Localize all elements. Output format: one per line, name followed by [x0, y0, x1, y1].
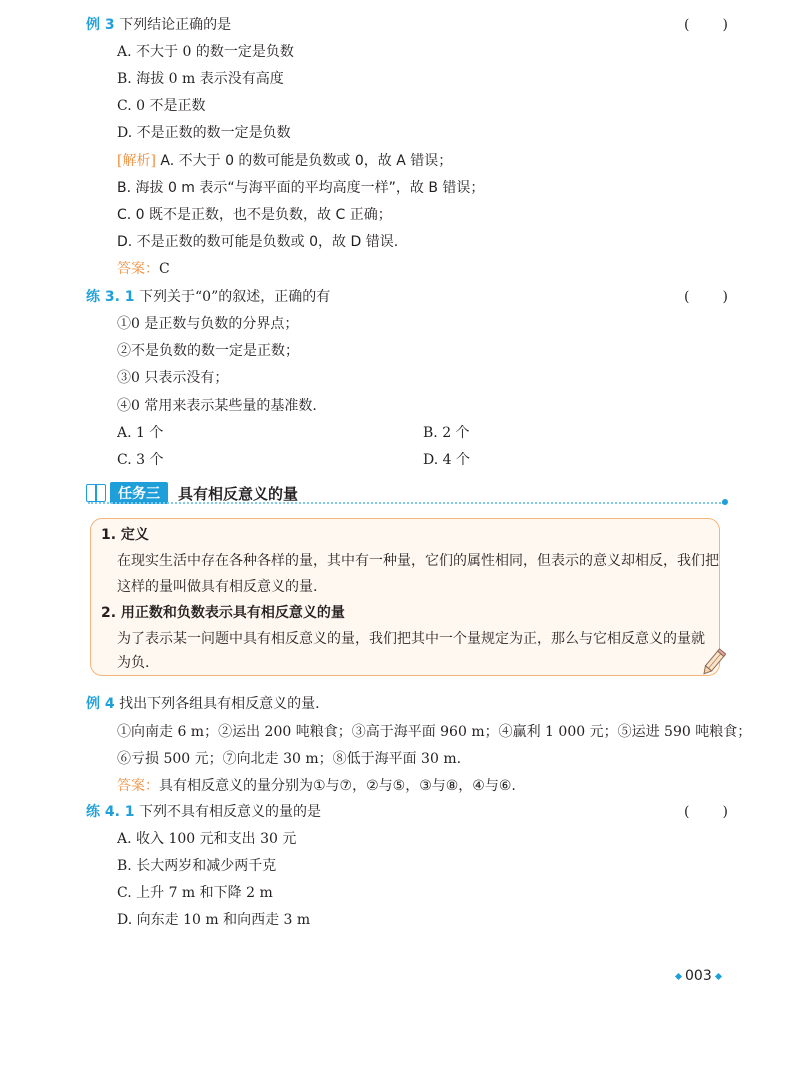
practice-4-1-option-b: B. 长大两岁和减少两千克 [117, 858, 277, 874]
section-title: 具有相反意义的量 [178, 484, 299, 503]
definition-paragraph-1-line-2: 这样的量叫做具有相反意义的量. [117, 579, 318, 595]
diamond-icon [675, 972, 682, 979]
section-header [86, 482, 298, 504]
example-3-label: 例 3 [86, 17, 115, 33]
practice-3-1-option-b: B. 2 个 [423, 425, 470, 441]
practice-3-1-item-4: ④0 常用来表示某些量的基准数. [117, 398, 317, 414]
practice-3-1-item-3: ③0 只表示没有； [117, 370, 229, 386]
analysis-tag: [解析] [117, 153, 156, 169]
example-3-analysis-line-3: C. 0 既不是正数，也不是负数，故 C 正确； [117, 207, 392, 223]
example-4-line-2: ⑥亏损 500 元；⑦向北走 30 m；⑧低于海平面 30 m. [117, 751, 462, 767]
example-3-option-c: C. 0 不是正数 [117, 98, 206, 114]
section-divider-dot [722, 499, 728, 505]
page-number-text: 003 [685, 968, 712, 984]
definition-heading-2: 2. 用正数和负数表示具有相反意义的量 [101, 605, 345, 621]
definition-paragraph-1-line-1: 在现实生活中存在各种各样的量，其中有一种量，它们的属性相同，但表示的意义却相反，我们把 [117, 553, 719, 569]
page-number [676, 968, 721, 984]
paren-right: ) [722, 804, 728, 820]
paren-left: ( [684, 17, 690, 33]
example-3-option-a: A. 不大于 0 的数一定是负数 [117, 44, 294, 60]
example-4-label: 例 4 [86, 696, 115, 712]
example-4-question [86, 694, 320, 714]
pencil-icon [700, 648, 726, 678]
section-label: 任务三 [110, 482, 168, 504]
practice-3-1-label: 练 3. 1 [86, 289, 135, 305]
example-3-analysis-line-1 [117, 151, 452, 171]
practice-4-1-question [86, 802, 321, 822]
answer-tag: 答案： [117, 261, 159, 277]
definition-heading-1: 1. 定义 [101, 527, 149, 543]
section-divider [88, 502, 724, 504]
example-4-stem: 找出下列各组具有相反意义的量. [119, 696, 320, 712]
example-3-analysis-line-4: D. 不是正数的数可能是负数或 0，故 D 错误. [117, 234, 399, 250]
example-3-stem: 下列结论正确的是 [119, 17, 232, 33]
practice-4-1-answer-paren [684, 802, 728, 822]
practice-3-1-answer-paren [684, 287, 728, 307]
definition-paragraph-2-line-1: 为了表示某一问题中具有相反意义的量，我们把其中一个量规定为正，那么与它相反意义的量就 [117, 631, 705, 647]
answer-value: C [159, 261, 170, 277]
diamond-icon [715, 972, 722, 979]
definition-paragraph-2-line-2: 为负. [117, 655, 150, 671]
paren-right: ) [722, 289, 728, 305]
practice-3-1-stem: 下列关于“0”的叙述，正确的有 [139, 289, 331, 305]
book-icon [86, 484, 106, 502]
example-3-question [86, 15, 231, 35]
paren-left: ( [684, 289, 690, 305]
practice-4-1-option-d: D. 向东走 10 m 和向西走 3 m [117, 912, 311, 928]
example-3-answer-paren [684, 15, 728, 35]
practice-4-1-stem: 下列不具有相反意义的量的是 [139, 804, 322, 820]
example-4-line-1: ①向南走 6 m；②运出 200 吨粮食；③高于海平面 960 m；④赢利 1 000 元；⑤运进 590 吨粮食； [117, 724, 752, 740]
example-3-analysis-line-2: B. 海拔 0 m 表示“与海平面的平均高度一样”，故 B 错误； [117, 180, 485, 196]
definition-box [90, 518, 720, 676]
practice-4-1-label: 练 4. 1 [86, 804, 135, 820]
answer-value: 具有相反意义的量分别为①与⑦，②与⑤，③与⑧，④与⑥. [159, 778, 516, 794]
practice-3-1-item-2: ②不是负数的数一定是正数； [117, 343, 299, 359]
example-3-option-b: B. 海拔 0 m 表示没有高度 [117, 71, 284, 87]
example-4-answer [117, 776, 516, 796]
practice-3-1-option-c: C. 3 个 [117, 452, 164, 468]
example-3-answer [117, 259, 170, 279]
practice-3-1-item-1: ①0 是正数与负数的分界点； [117, 316, 299, 332]
paren-right: ) [722, 17, 728, 33]
practice-3-1-option-a: A. 1 个 [117, 425, 164, 441]
practice-3-1-option-d: D. 4 个 [423, 452, 470, 468]
practice-3-1-question [86, 287, 330, 307]
practice-4-1-option-a: A. 收入 100 元和支出 30 元 [117, 831, 297, 847]
answer-tag: 答案： [117, 778, 159, 794]
paren-left: ( [684, 804, 690, 820]
example-3-option-d: D. 不是正数的数一定是负数 [117, 125, 291, 141]
analysis-text: A. 不大于 0 的数可能是负数或 0，故 A 错误； [160, 153, 453, 169]
practice-4-1-option-c: C. 上升 7 m 和下降 2 m [117, 885, 273, 901]
